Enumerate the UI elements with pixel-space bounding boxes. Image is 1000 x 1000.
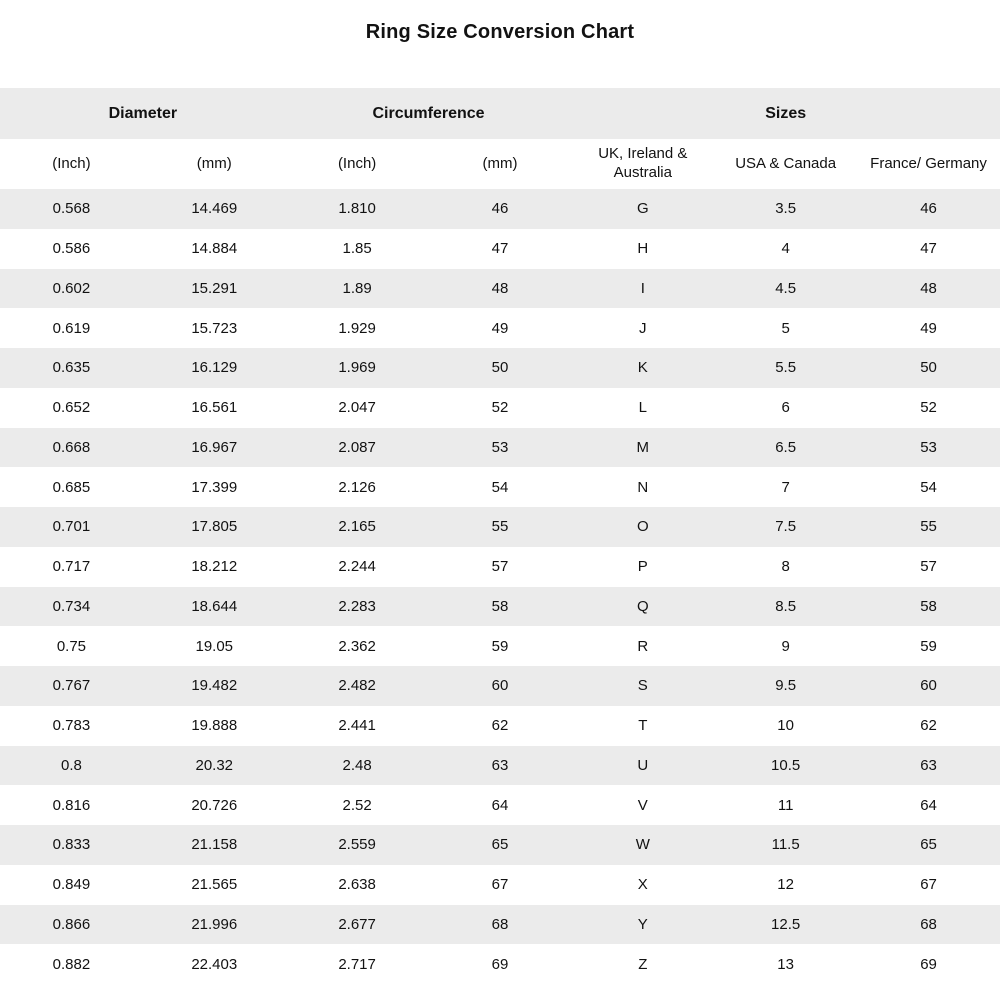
table-cell-col5: 10.5 (714, 746, 857, 786)
table-cell-col1: 16.561 (191, 399, 238, 417)
table-cell-col5: 5 (781, 319, 790, 337)
table-cell-col4: N (637, 478, 649, 496)
table-cell-col2: 2.244 (338, 558, 376, 576)
group-header-diameter: Diameter (0, 88, 286, 139)
table-cell-col3: 58 (429, 587, 572, 627)
table-cell-col0: 0.586 (52, 240, 91, 258)
table-row (0, 666, 1000, 706)
table-cell-col5: 8.5 (714, 587, 857, 627)
table-cell-col1: 21.996 (143, 905, 286, 945)
table-cell-col1: 20.32 (143, 746, 286, 786)
table-cell-col0: 0.767 (0, 666, 143, 706)
table-cell-col4: G (571, 189, 714, 229)
table-cell-col2: 2.126 (338, 478, 376, 496)
table-cell-col4: X (637, 876, 648, 894)
table-cell-col1: 21.158 (143, 825, 286, 865)
table-cell-col1: 19.05 (195, 637, 234, 655)
table-cell-col2: 2.717 (338, 955, 376, 973)
table-cell-col0: 0.717 (52, 558, 91, 576)
table-cell-col1: 16.967 (143, 428, 286, 468)
table-cell-col5: 3.5 (714, 189, 857, 229)
table-cell-col5: 9 (781, 637, 790, 655)
table-row (0, 587, 1000, 627)
column-header-5: USA & Canada (714, 139, 857, 189)
table-cell-col2: 2.047 (338, 399, 376, 417)
table-cell-col2: 1.929 (338, 319, 376, 337)
table-cell-col2: 1.810 (286, 189, 429, 229)
table-cell-col6: 58 (857, 587, 1000, 627)
table-cell-col1: 17.399 (191, 478, 238, 496)
table-cell-col5: 5.5 (714, 348, 857, 388)
table-cell-col3: 50 (429, 348, 572, 388)
table-row (0, 626, 1000, 666)
table-cell-col6: 52 (920, 399, 937, 417)
table-row (0, 547, 1000, 587)
table-cell-col0: 0.701 (0, 507, 143, 547)
table-cell-col3: 69 (491, 955, 509, 973)
table-cell-col0: 0.685 (52, 478, 91, 496)
table-cell-col0: 0.75 (56, 637, 87, 655)
table-cell-col1: 18.212 (191, 558, 238, 576)
table-cell-col0: 0.652 (52, 399, 91, 417)
table-cell-col5: 12 (777, 876, 794, 894)
table-cell-col6: 62 (920, 717, 937, 735)
table-cell-col0: 0.849 (52, 876, 91, 894)
table-cell-col6: 59 (920, 637, 937, 655)
table-row (0, 428, 1000, 468)
table-cell-col0: 0.619 (52, 319, 91, 337)
table-row (0, 944, 1000, 984)
table-cell-col3: 63 (429, 746, 572, 786)
table-cell-col0: 0.816 (52, 796, 91, 814)
group-header-sizes: Sizes (571, 88, 1000, 139)
table-cell-col1: 21.565 (191, 876, 238, 894)
table-cell-col2: 2.559 (286, 825, 429, 865)
table-cell-col3: 52 (491, 399, 509, 417)
table-cell-col4: V (637, 796, 648, 814)
table-row (0, 905, 1000, 945)
table-cell-col6: 63 (857, 746, 1000, 786)
column-header-4: UK, Ireland & Australia (571, 139, 714, 189)
table-row (0, 467, 1000, 507)
table-cell-col4: Y (571, 905, 714, 945)
table-cell-col3: 57 (491, 558, 509, 576)
table-cell-col0: 0.882 (52, 955, 91, 973)
table-cell-col2: 1.969 (286, 348, 429, 388)
table-cell-col1: 16.129 (143, 348, 286, 388)
table-row (0, 269, 1000, 309)
group-header-circumference: Circumference (286, 88, 572, 139)
table-cell-col3: 55 (429, 507, 572, 547)
column-header-3: (mm) (429, 139, 572, 189)
table-cell-col5: 8 (781, 558, 790, 576)
table-cell-col3: 62 (491, 717, 509, 735)
table-row (0, 388, 1000, 428)
table-cell-col3: 48 (429, 269, 572, 309)
table-cell-col5: 11.5 (714, 825, 857, 865)
table-cell-col0: 0.8 (0, 746, 143, 786)
table-cell-col5: 6.5 (714, 428, 857, 468)
table-cell-col0: 0.833 (0, 825, 143, 865)
table-cell-col4: U (571, 746, 714, 786)
table-cell-col3: 49 (491, 319, 509, 337)
table-cell-col2: 2.441 (338, 717, 376, 735)
table-cell-col6: 50 (857, 348, 1000, 388)
table-cell-col3: 46 (429, 189, 572, 229)
table-cell-col3: 59 (491, 637, 509, 655)
table-cell-col1: 18.644 (143, 587, 286, 627)
table-cell-col1: 14.469 (143, 189, 286, 229)
table-cell-col0: 0.783 (52, 717, 91, 735)
table-cell-col1: 20.726 (191, 796, 238, 814)
table-cell-col1: 19.888 (191, 717, 238, 735)
column-header-6: France/ Germany (857, 139, 1000, 189)
table-cell-col3: 54 (491, 478, 509, 496)
table-cell-col5: 7.5 (714, 507, 857, 547)
table-cell-col3: 47 (491, 240, 509, 258)
table-cell-col4: P (637, 558, 648, 576)
table-cell-col6: 46 (857, 189, 1000, 229)
table-cell-col1: 15.723 (191, 319, 238, 337)
table-cell-col3: 65 (429, 825, 572, 865)
table-cell-col6: 68 (857, 905, 1000, 945)
table-cell-col2: 2.52 (342, 796, 372, 814)
table-cell-col3: 68 (429, 905, 572, 945)
table-cell-col3: 64 (491, 796, 509, 814)
table-cell-col0: 0.602 (0, 269, 143, 309)
table-cell-col0: 0.668 (0, 428, 143, 468)
column-header-2: (Inch) (286, 139, 429, 189)
table-cell-col6: 47 (920, 240, 937, 258)
table-cell-col1: 22.403 (191, 955, 238, 973)
table-cell-col4: H (637, 240, 649, 258)
table-cell-col4: T (638, 717, 648, 735)
table-cell-col4: J (639, 319, 647, 337)
table-cell-col5: 12.5 (714, 905, 857, 945)
table-cell-col2: 2.677 (286, 905, 429, 945)
table-cell-col5: 13 (777, 955, 794, 973)
table-cell-col4: O (571, 507, 714, 547)
table-cell-col6: 55 (857, 507, 1000, 547)
table-cell-col1: 15.291 (143, 269, 286, 309)
table-cell-col4: R (637, 637, 649, 655)
table-cell-col3: 67 (491, 876, 509, 894)
table-cell-col1: 17.805 (143, 507, 286, 547)
table-row (0, 706, 1000, 746)
table-cell-col6: 48 (857, 269, 1000, 309)
table-cell-col0: 0.734 (0, 587, 143, 627)
table-cell-col1: 14.884 (191, 240, 238, 258)
table-head (0, 88, 1000, 189)
table-cell-col4: L (638, 399, 647, 417)
table-cell-col2: 1.85 (342, 240, 372, 258)
table-cell-col6: 69 (920, 955, 937, 973)
table-row (0, 746, 1000, 786)
table-cell-col2: 2.283 (286, 587, 429, 627)
column-header-0: (Inch) (0, 139, 143, 189)
column-header-1: (mm) (143, 139, 286, 189)
table-cell-col6: 53 (857, 428, 1000, 468)
ring-size-conversion-table (0, 88, 1000, 984)
table-cell-col4: I (571, 269, 714, 309)
table-row (0, 229, 1000, 269)
table-cell-col5: 11 (777, 796, 794, 814)
table-cell-col2: 2.087 (286, 428, 429, 468)
table-cell-col6: 49 (920, 319, 937, 337)
table-cell-col5: 6 (781, 399, 790, 417)
table-cell-col5: 9.5 (714, 666, 857, 706)
column-header-row (0, 139, 1000, 189)
table-row (0, 507, 1000, 547)
table-cell-col6: 65 (857, 825, 1000, 865)
table-cell-col4: M (571, 428, 714, 468)
table-cell-col1: 19.482 (143, 666, 286, 706)
table-cell-col6: 67 (920, 876, 937, 894)
table-cell-col4: S (571, 666, 714, 706)
table-cell-col6: 57 (920, 558, 937, 576)
table-cell-col4: Q (571, 587, 714, 627)
table-row (0, 348, 1000, 388)
table-cell-col6: 54 (920, 478, 937, 496)
table-cell-col5: 4.5 (714, 269, 857, 309)
table-cell-col3: 60 (429, 666, 572, 706)
group-header-row (0, 88, 1000, 139)
table-cell-col0: 0.866 (0, 905, 143, 945)
table-cell-col0: 0.635 (0, 348, 143, 388)
table-cell-col4: W (571, 825, 714, 865)
table-row (0, 785, 1000, 825)
table-cell-col2: 2.165 (286, 507, 429, 547)
table-cell-col2: 2.482 (286, 666, 429, 706)
table-cell-col2: 2.638 (338, 876, 376, 894)
table-row (0, 308, 1000, 348)
table-cell-col3: 53 (429, 428, 572, 468)
table-cell-col0: 0.568 (0, 189, 143, 229)
table-cell-col4: K (571, 348, 714, 388)
table-cell-col5: 7 (781, 478, 790, 496)
table-cell-col5: 10 (777, 717, 794, 735)
table-cell-col4: Z (638, 955, 648, 973)
table-cell-col2: 2.48 (286, 746, 429, 786)
page-title: Ring Size Conversion Chart (365, 21, 635, 43)
table-cell-col2: 2.362 (338, 637, 376, 655)
table-body (0, 189, 1000, 984)
table-cell-col6: 60 (857, 666, 1000, 706)
table-row (0, 865, 1000, 905)
table-row (0, 825, 1000, 865)
table-cell-col2: 1.89 (286, 269, 429, 309)
table-row (0, 189, 1000, 229)
table-cell-col6: 64 (920, 796, 937, 814)
table-cell-col5: 4 (781, 240, 790, 258)
